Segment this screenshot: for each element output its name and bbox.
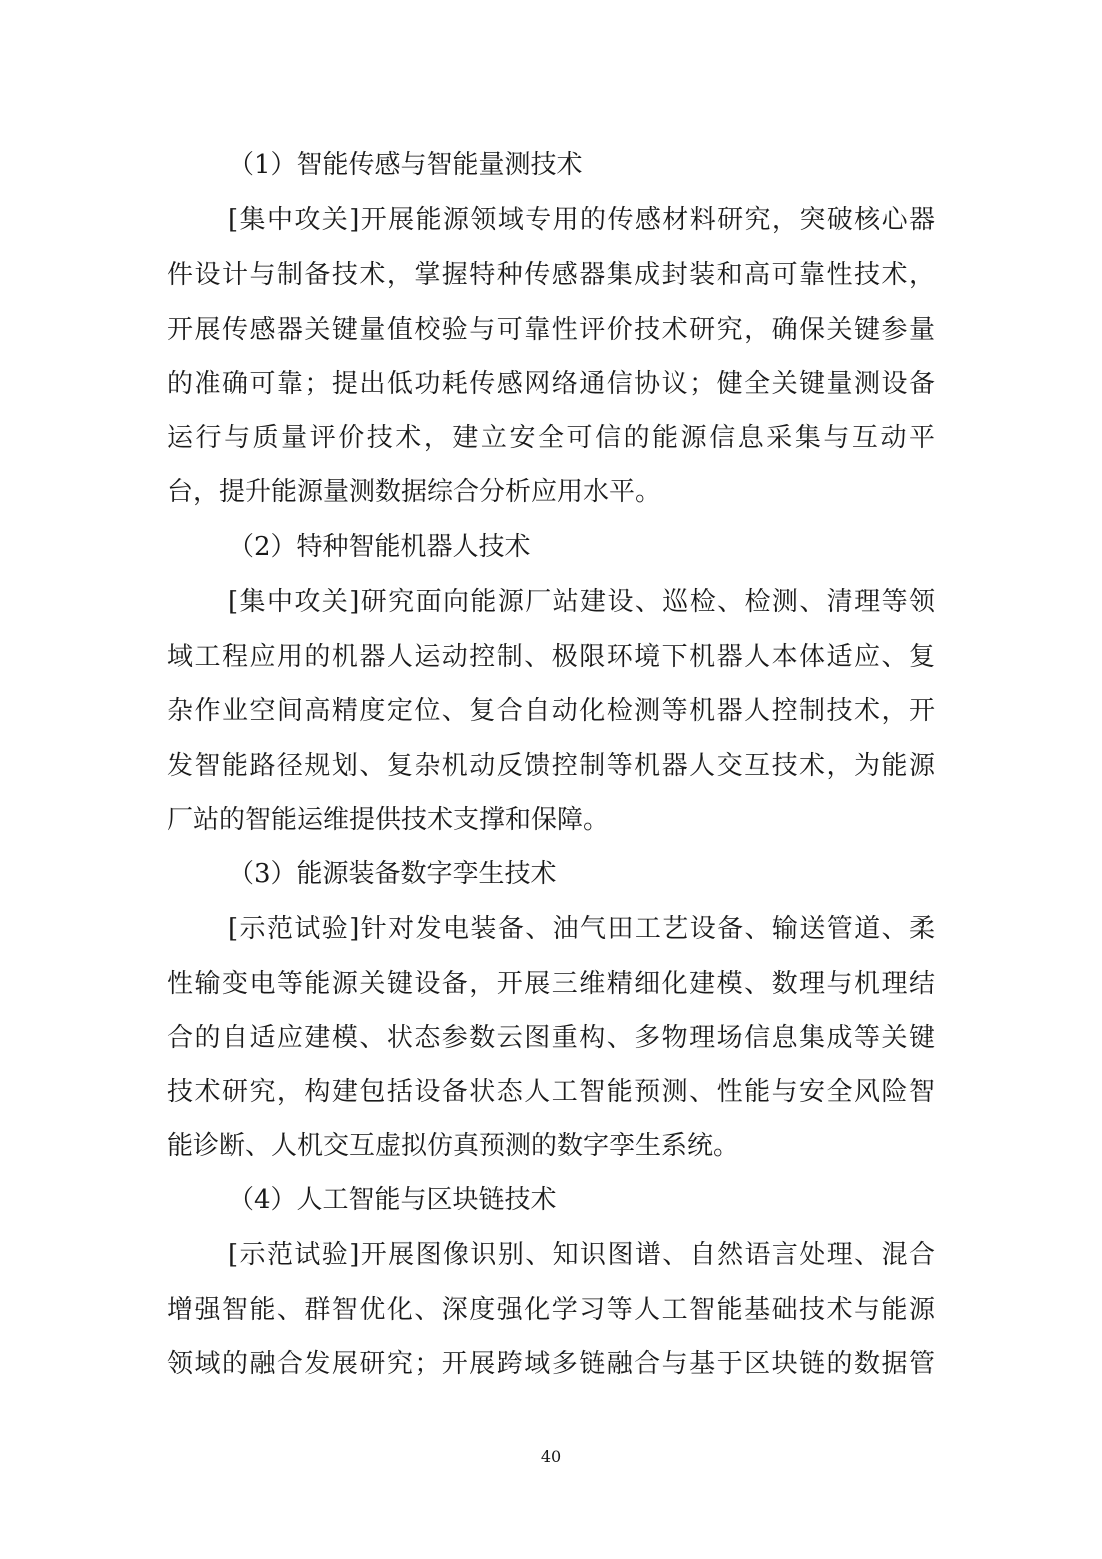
- paragraph-line: [示范试验]开展图像识别、知识图谱、自然语言处理、混合: [228, 1240, 935, 1270]
- paragraph-line: 增强智能、群智优化、深度强化学习等人工智能基础技术与能源: [167, 1295, 935, 1325]
- paragraph-line: [示范试验]针对发电装备、油气田工艺设备、输送管道、柔: [228, 914, 935, 944]
- paragraph-line: 域工程应用的机器人运动控制、极限环境下机器人本体适应、复: [167, 642, 935, 672]
- paragraph-line: 台，提升能源量测数据综合分析应用水平。: [167, 477, 662, 507]
- paragraph-line: 的准确可靠；提出低功耗传感网络通信协议；健全关键量测设备: [167, 369, 935, 399]
- paragraph-line: 性输变电等能源关键设备，开展三维精细化建模、数理与机理结: [167, 969, 935, 999]
- paragraph-line: 发智能路径规划、复杂机动反馈控制等机器人交互技术，为能源: [167, 751, 935, 781]
- paragraph-line: 技术研究，构建包括设备状态人工智能预测、性能与安全风险智: [167, 1077, 935, 1107]
- paragraph-line: 厂站的智能运维提供技术支撑和保障。: [167, 805, 610, 835]
- paragraph-line: 能诊断、人机交互虚拟仿真预测的数字孪生系统。: [167, 1131, 740, 1161]
- section-heading: （2）特种智能机器人技术: [228, 532, 531, 562]
- paragraph-line: [集中攻关]开展能源领域专用的传感材料研究，突破核心器: [228, 205, 935, 235]
- paragraph-line: 合的自适应建模、状态参数云图重构、多物理场信息集成等关键: [167, 1023, 935, 1053]
- section-heading: （1）智能传感与智能量测技术: [228, 150, 583, 180]
- paragraph-line: [集中攻关]研究面向能源厂站建设、巡检、检测、清理等领: [228, 587, 935, 617]
- page-number: 40: [540, 1447, 562, 1466]
- paragraph-line: 开展传感器关键量值校验与可靠性评价技术研究，确保关键参量: [167, 315, 935, 345]
- paragraph-line: 杂作业空间高精度定位、复合自动化检测等机器人控制技术，开: [167, 696, 935, 726]
- paragraph-line: 领域的融合发展研究；开展跨域多链融合与基于区块链的数据管: [167, 1349, 935, 1379]
- section-heading: （3）能源装备数字孪生技术: [228, 859, 557, 889]
- paragraph-line: 件设计与制备技术，掌握特种传感器集成封装和高可靠性技术，: [167, 260, 935, 290]
- paragraph-line: 运行与质量评价技术，建立安全可信的能源信息采集与互动平: [167, 423, 935, 453]
- section-heading: （4）人工智能与区块链技术: [228, 1185, 557, 1215]
